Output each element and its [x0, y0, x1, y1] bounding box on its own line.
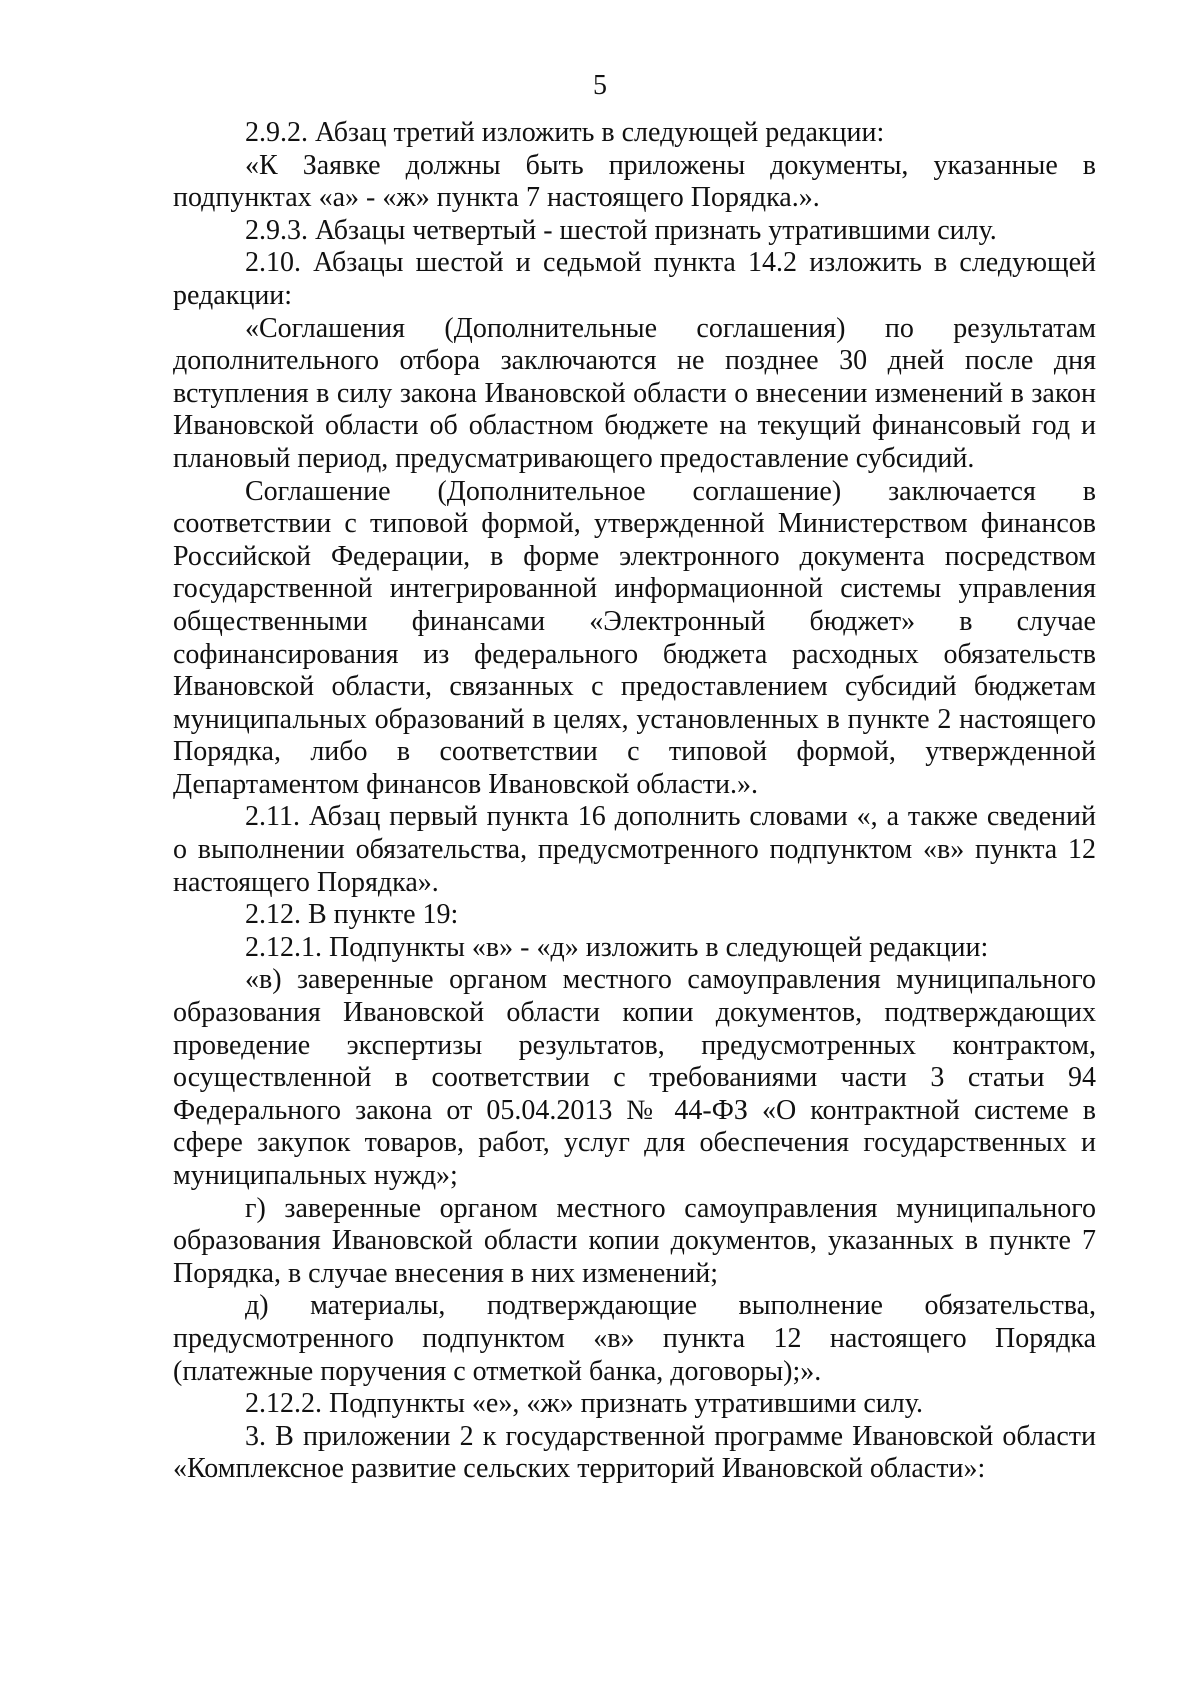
- paragraph-2-9-2: 2.9.2. Абзац третий изложить в следующей редакции:: [245, 117, 885, 148]
- paragraph-2-12-1: 2.12.1. Подпункты «в» - «д» изложить в следующей редакции:: [245, 931, 989, 963]
- document-body: [173, 117, 1096, 1486]
- paragraph-2-9-3: 2.9.3. Абзацы четвертый - шестой признать утратившими силу.: [245, 214, 997, 246]
- paragraph-subitem-v: «в) заверенные органом местного самоуправления муниципального образования Ивановской области копии документов, подтверждающих проведение экспертизы результатов, предусмотренных контрактом, осуществленной в соответствии с требованиями части 3 статьи 94 Федерального закона от 05.04.2013 № 44-ФЗ «О контрактной системе в сфере закупок товаров, работ, услуг для обеспечения государственных и муниципальных нужд»;: [173, 964, 1096, 1191]
- paragraph-2-12-2: 2.12.2. Подпункты «е», «ж» признать утратившими силу.: [245, 1388, 923, 1420]
- paragraph-2-12: 2.12. В пункте 19:: [245, 899, 459, 931]
- paragraph-agreements-deadline: «Соглашения (Дополнительные соглашения) по результатам дополнительного отбора заключаются не позднее 30 дней после дня вступления в силу закона Ивановской области о внесении изменений в закон Ивановской области об областном бюджете на текущий финансовый год и плановый период, предусматривающего предоставление субсидий.: [173, 312, 1096, 474]
- page-number: 5: [593, 70, 607, 101]
- paragraph-3: 3. В приложении 2 к государственной программе Ивановской области «Комплексное развитие сельских территорий Ивановской области»:: [173, 1420, 1096, 1485]
- paragraph-subitem-d: д) материалы, подтверждающие выполнение обязательства, предусмотренного подпунктом «в» пункта 12 настоящего Порядка (платежные поручения с отметкой банка, договоры);».: [173, 1290, 1096, 1387]
- paragraph-2-11: 2.11. Абзац первый пункта 16 дополнить словами «, а также сведений о выполнении обязательства, предусмотренного подпунктом «в» пункта 12 настоящего Порядка».: [173, 801, 1096, 898]
- paragraph-application-documents: «К Заявке должны быть приложены документы, указанные в подпунктах «а» - «ж» пункта 7 настоящего Порядка.».: [173, 149, 1096, 214]
- paragraph-subitem-g: г) заверенные органом местного самоуправления муниципального образования Ивановской области копии документов, указанных в пункте 7 Порядка, в случае внесения в них изменений;: [173, 1192, 1096, 1289]
- paragraph-2-10: 2.10. Абзацы шестой и седьмой пункта 14.2 изложить в следующей редакции:: [173, 247, 1096, 311]
- paragraph-agreement-form: Соглашение (Дополнительное соглашение) заключается в соответствии с типовой формой, утвержденной Министерством финансов Российской Федерации, в форме электронного документа посредством государственной интегрированной информационной системы управления общественными финансами «Электронный бюджет» в случае софинансирования из федерального бюджета расходных обязательств Ивановской области, связанных с предоставлением субсидий бюджетам муниципальных образований в целях, установленных в пункте 2 настоящего Порядка, либо в соответствии с типовой формой, утвержденной Департаментом финансов Ивановской области.».: [173, 475, 1096, 800]
